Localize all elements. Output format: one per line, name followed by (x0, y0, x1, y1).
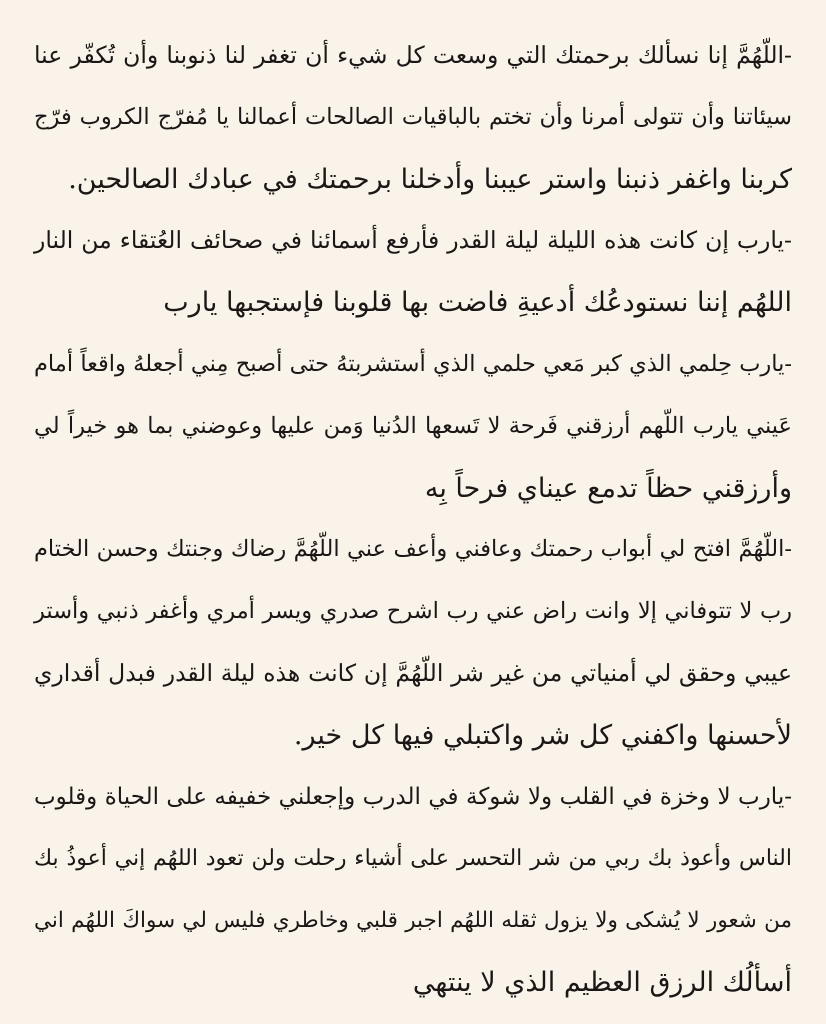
text-line: وأرزقني حظاً تدمع عيناي فرحاً بِه (424, 472, 792, 504)
text-line: عَيني يارب اللّهم أرزقني فَرحة لا تَسعها الدُنيا وَمن عليها وعوضني بما هو خيراً لي (34, 412, 792, 439)
text-line: سيئاتنا وأن تتولى أمرنا وأن تختم بالباقيات الصالحات أعمالنا يا مُفرّج الكروب فرّج (34, 103, 792, 130)
text-line: من شعور لا يُشكى ولا يزول ثقله اللهُم اجبر قلبي وخاطري فليس لي سواكَ اللهُم اني (34, 908, 792, 934)
text-line: كربنا واغفر ذنبنا واستر عيبنا وأدخلنا برحمتك في عبادك الصالحين. (68, 163, 792, 195)
text-line: -اللّهُمَّ إنا نسألك برحمتك التي وسعت كل شيء أن تغفر لنا ذنوبنا وأن تُكفّر عنا (34, 41, 792, 69)
text-line: -يارب إن كانت هذه الليلة ليلة القدر فأرفع أسمائنا في صحائف العُتقاء من النار (34, 226, 792, 255)
text-line: -يارب لا وخزة في القلب ولا شوكة في الدرب وإجعلني خفيفه على الحياة وقلوب (34, 783, 792, 810)
text-line: أسألُك الرزق العظيم الذي لا ينتهي (412, 966, 792, 998)
text-line: الناس وأعوذ بك ربي من شر التحسر على أشياء رحلت ولن تعود اللهُم إني أعوذُ بك (34, 846, 792, 872)
dua-text-block (34, 25, 792, 1014)
text-line: عيبي وحقق لي أمنياتي من غير شر اللّهُمَّ إن كانت هذه ليلة القدر فبدل أقداري (34, 658, 792, 687)
text-line: لأحسنها واكفني كل شر واكتبلي فيها كل خير. (293, 719, 792, 751)
text-line: -يارب حِلمي الذي كبر مَعي حلمي الذي أستشربتهُ حتى أصبح مِني أجعلهُ واقعاً أمام (34, 350, 792, 377)
text-line: رب لا تتوفاني إلا وانت راض عني رب اشرح صدري ويسر أمري وأغفر ذنبي وأستر (34, 598, 792, 625)
text-line: -اللّهُمَّ افتح لي أبواب رحمتك وعافني وأعف عني اللّهُمَّ رضاك وجنتك وحسن الختام (34, 536, 792, 563)
text-line: اللهُم إننا نستودعُك أدعيةِ فاضت بها قلوبنا فإستجبها يارب (163, 287, 792, 319)
